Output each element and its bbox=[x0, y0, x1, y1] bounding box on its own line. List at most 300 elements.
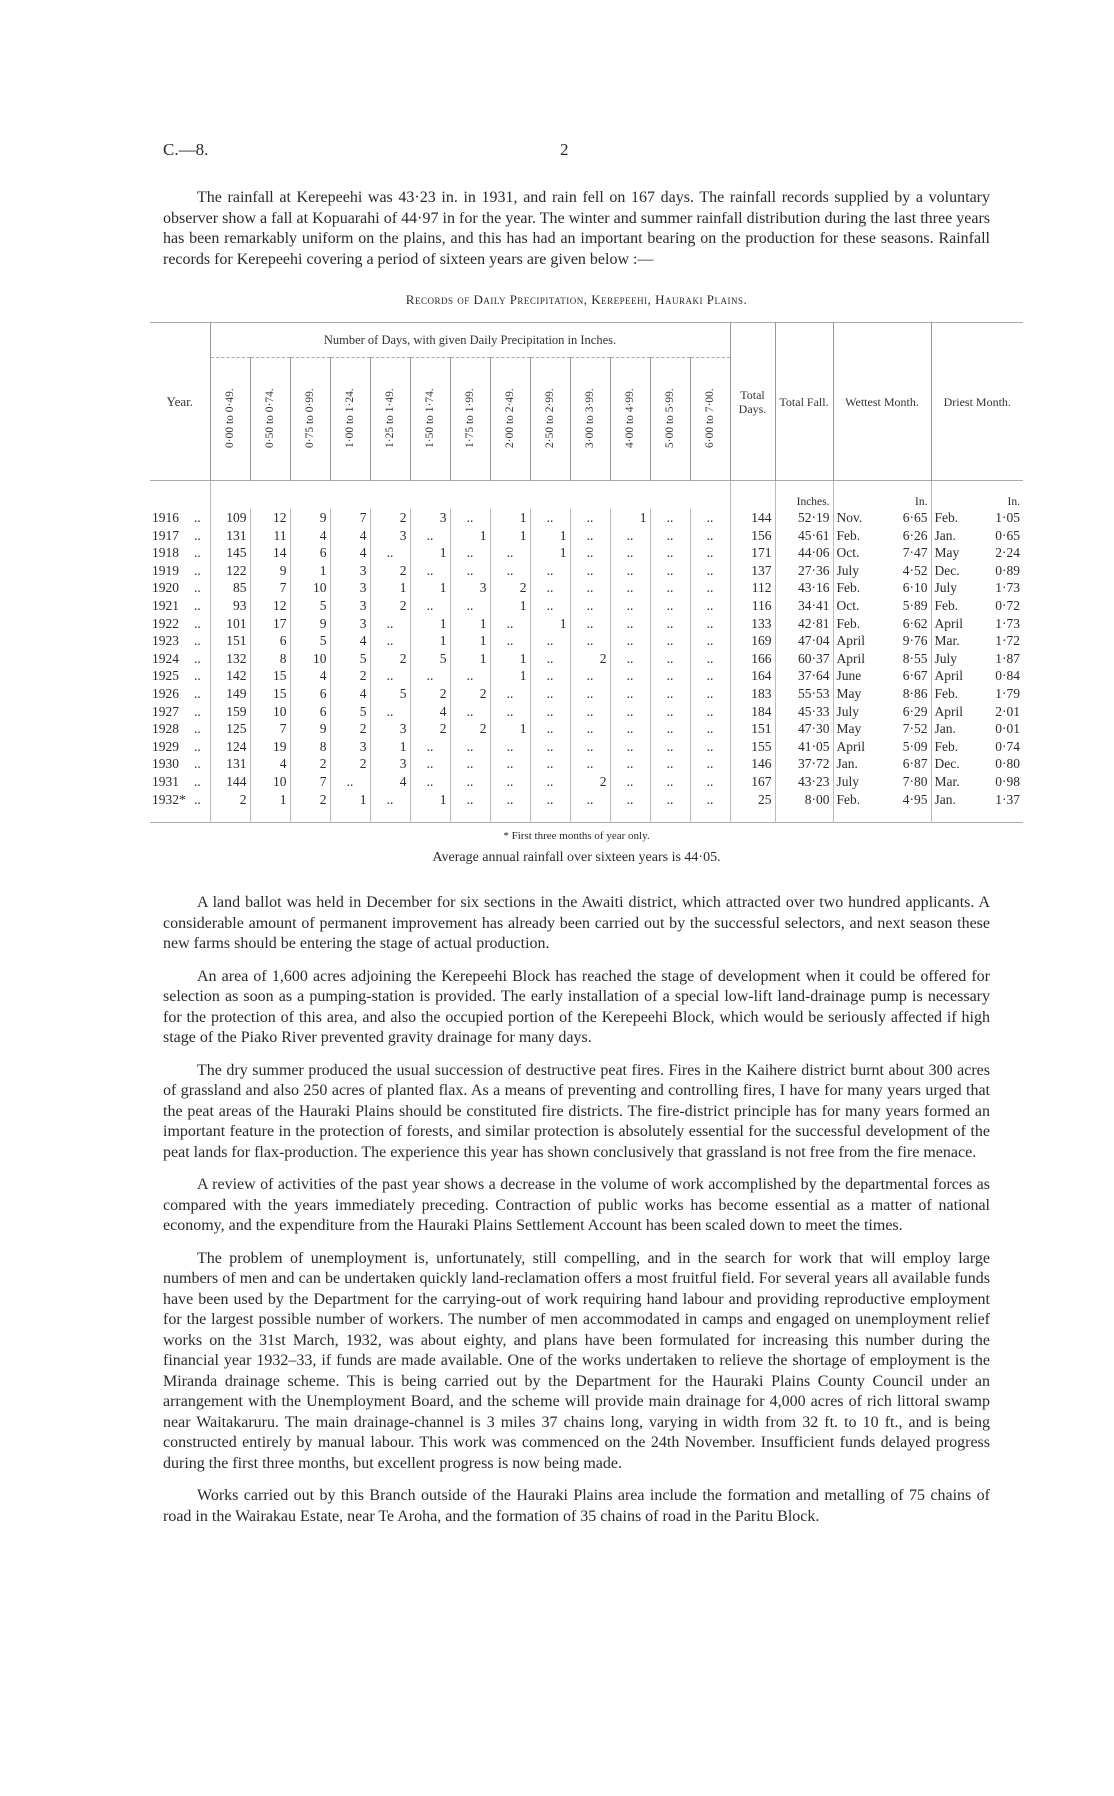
bin-count-cell: .. bbox=[410, 597, 450, 615]
driest-month-name: Feb. bbox=[934, 685, 959, 701]
bin-count-cell: 1 bbox=[410, 544, 450, 562]
bin-count-cell: 7 bbox=[250, 579, 290, 597]
total-days-cell: 171 bbox=[730, 544, 775, 562]
driest-month-inches: 0·01 bbox=[995, 721, 1020, 737]
bin-count-cell: .. bbox=[650, 738, 690, 756]
year-value: 1921 bbox=[152, 597, 179, 613]
bin-count-cell: .. bbox=[570, 615, 610, 633]
bin-count-cell: 10 bbox=[290, 650, 330, 668]
bin-count-cell: 3 bbox=[330, 579, 370, 597]
wettest-month-pair bbox=[837, 703, 928, 721]
bin-header-label: 0·75 to 0·99. bbox=[304, 387, 316, 448]
year-value: 1931 bbox=[152, 773, 179, 789]
bin-count-cell: 144 bbox=[210, 773, 250, 791]
bin-count-cell: 3 bbox=[330, 615, 370, 633]
bin-count-cell: .. bbox=[370, 703, 410, 721]
total-fall-cell: 34·41 bbox=[775, 597, 833, 615]
year-value: 1930 bbox=[152, 756, 179, 772]
page-header bbox=[163, 140, 990, 164]
page-number: 2 bbox=[560, 140, 569, 159]
wettest-month-cell bbox=[833, 632, 931, 650]
bin-count-cell: .. bbox=[410, 738, 450, 756]
bin-count-cell: 2 bbox=[410, 685, 450, 703]
total-fall-cell: 43·16 bbox=[775, 579, 833, 597]
year-cell: 1932* .. bbox=[152, 791, 201, 807]
bin-count-cell: 131 bbox=[210, 527, 250, 545]
year-cell: 1925 .. bbox=[152, 668, 201, 684]
bin-count-cell: 9 bbox=[250, 562, 290, 580]
driest-month-inches: 1·37 bbox=[995, 791, 1020, 807]
bin-count-cell: .. bbox=[690, 544, 730, 562]
bin-count-cell: 10 bbox=[250, 703, 290, 721]
units-spacer bbox=[210, 481, 730, 510]
wettest-month-cell bbox=[833, 544, 931, 562]
bin-count-cell: 1 bbox=[530, 544, 570, 562]
bin-count-cell: .. bbox=[610, 632, 650, 650]
bin-count-cell: .. bbox=[690, 509, 730, 527]
total-fall-cell: 43·23 bbox=[775, 773, 833, 791]
year-value: 1929 bbox=[152, 738, 179, 754]
bin-count-cell: 4 bbox=[330, 632, 370, 650]
bin-count-cell: 1 bbox=[530, 615, 570, 633]
wettest-month-inches: 6·62 bbox=[902, 615, 928, 631]
bin-count-cell: .. bbox=[490, 738, 530, 756]
driest-month-inches: 0·80 bbox=[995, 756, 1020, 772]
wettest-month-inches: 8·55 bbox=[902, 650, 928, 666]
bin-count-cell: .. bbox=[610, 544, 650, 562]
bin-count-cell: .. bbox=[570, 720, 610, 738]
bin-count-cell: 2 bbox=[210, 791, 250, 823]
bin-count-cell: 3 bbox=[370, 527, 410, 545]
bin-count-cell: .. bbox=[690, 791, 730, 823]
bin-header-label: 4·00 to 4·99. bbox=[624, 387, 636, 448]
bin-count-cell: .. bbox=[490, 791, 530, 823]
bin-count-cell: 10 bbox=[290, 579, 330, 597]
wettest-month-name: Feb. bbox=[836, 580, 861, 596]
wettest-unit: In. bbox=[833, 481, 931, 510]
units-spacer bbox=[730, 481, 775, 510]
driest-month-pair bbox=[935, 703, 1021, 721]
bin-count-cell: .. bbox=[530, 755, 570, 773]
bin-header bbox=[250, 358, 290, 481]
bin-count-cell: 122 bbox=[210, 562, 250, 580]
year-value: 1919 bbox=[152, 562, 179, 578]
bin-count-cell: .. bbox=[610, 615, 650, 633]
driest-month-name: Feb. bbox=[934, 738, 959, 754]
bin-count-cell: .. bbox=[370, 667, 410, 685]
total-days-cell: 133 bbox=[730, 615, 775, 633]
driest-month-cell bbox=[931, 755, 1023, 773]
bin-count-cell: 1 bbox=[370, 579, 410, 597]
bin-count-cell: 145 bbox=[210, 544, 250, 562]
bin-count-cell: .. bbox=[610, 579, 650, 597]
bin-count-cell: .. bbox=[690, 527, 730, 545]
total-fall-cell: 45·33 bbox=[775, 703, 833, 721]
bin-count-cell: 2 bbox=[490, 579, 530, 597]
bin-count-cell: .. bbox=[650, 579, 690, 597]
driest-unit: In. bbox=[931, 481, 1023, 510]
bin-count-cell: .. bbox=[650, 773, 690, 791]
driest-month-name: Jan. bbox=[934, 791, 956, 807]
bin-count-cell: .. bbox=[690, 773, 730, 791]
bin-count-cell: .. bbox=[450, 755, 490, 773]
bin-count-cell: 142 bbox=[210, 667, 250, 685]
bin-count-cell: 3 bbox=[330, 562, 370, 580]
table-footnote: * First three months of year only. bbox=[503, 830, 650, 843]
table-row bbox=[150, 562, 1023, 580]
bin-count-cell: 1 bbox=[410, 615, 450, 633]
driest-month-pair bbox=[935, 615, 1021, 633]
bin-count-cell: .. bbox=[530, 562, 570, 580]
bin-count-cell: .. bbox=[650, 562, 690, 580]
bin-header bbox=[490, 358, 530, 481]
wettest-month-inches: 6·67 bbox=[902, 668, 928, 684]
bin-count-cell: 19 bbox=[250, 738, 290, 756]
bin-count-cell: .. bbox=[610, 791, 650, 823]
bin-count-cell: .. bbox=[530, 667, 570, 685]
paragraph-peat-fires: The dry summer produced the usual succession of destructive peat fires. Fires in the Kaihere district burnt about 300 acres of grassland and also 250 acres of planted flax. As a means of preventing and controlling fires, I have for many years urged that the peat areas of the Hauraki Plains should be constituted fire districts. The fire-district principle has for many years formed an important feature in the protection of forests, and similar protection is absolutely essential for the successful development of the peat lands for flax-production. The experience this year has shown conclusively that grassland is not free from the fire menace. bbox=[163, 1061, 990, 1161]
bin-count-cell: .. bbox=[570, 755, 610, 773]
bin-count-cell: 1 bbox=[490, 720, 530, 738]
bin-count-cell: .. bbox=[610, 667, 650, 685]
bin-count-cell: .. bbox=[450, 544, 490, 562]
bin-count-cell: .. bbox=[530, 579, 570, 597]
bin-count-cell: 1 bbox=[250, 791, 290, 823]
year-cell: 1926 .. bbox=[152, 685, 201, 701]
wettest-month-pair bbox=[837, 597, 928, 615]
driest-month-inches: 0·72 bbox=[995, 597, 1020, 613]
bin-count-cell: .. bbox=[410, 667, 450, 685]
total-fall-cell: 47·30 bbox=[775, 720, 833, 738]
bin-header bbox=[290, 358, 330, 481]
bin-count-cell: .. bbox=[610, 720, 650, 738]
driest-month-pair bbox=[935, 544, 1021, 562]
bin-header-label: 5·00 to 5·99. bbox=[664, 387, 676, 448]
bin-count-cell: 93 bbox=[210, 597, 250, 615]
driest-month-header: Driest Month. bbox=[931, 323, 1023, 481]
driest-month-cell bbox=[931, 791, 1023, 823]
bin-count-cell: .. bbox=[610, 738, 650, 756]
bin-count-cell: 9 bbox=[290, 720, 330, 738]
bin-count-cell: 9 bbox=[290, 615, 330, 633]
bin-count-cell: .. bbox=[410, 527, 450, 545]
total-days-cell: 112 bbox=[730, 579, 775, 597]
wettest-month-inches: 7·80 bbox=[902, 773, 928, 789]
bin-count-cell: 1 bbox=[610, 509, 650, 527]
driest-month-cell bbox=[931, 738, 1023, 756]
bin-count-cell: .. bbox=[490, 685, 530, 703]
table-row bbox=[150, 509, 1023, 527]
total-fall-cell: 8·00 bbox=[775, 791, 833, 823]
total-fall-cell: 60·37 bbox=[775, 650, 833, 668]
year-value: 1925 bbox=[152, 668, 179, 684]
table-row bbox=[150, 720, 1023, 738]
table-row bbox=[150, 615, 1023, 633]
table-row bbox=[150, 685, 1023, 703]
bin-count-cell: .. bbox=[690, 685, 730, 703]
bin-count-cell: 1 bbox=[330, 791, 370, 823]
table-row bbox=[150, 632, 1023, 650]
bin-header bbox=[450, 358, 490, 481]
bin-count-cell: 1 bbox=[490, 597, 530, 615]
bin-count-cell: .. bbox=[650, 650, 690, 668]
bin-count-cell: 5 bbox=[330, 703, 370, 721]
driest-month-name: Dec. bbox=[934, 756, 960, 772]
bin-count-cell: 7 bbox=[330, 509, 370, 527]
total-fall-cell: 47·04 bbox=[775, 632, 833, 650]
group-header: Number of Days, with given Daily Precipitation in Inches. bbox=[210, 323, 730, 358]
bin-count-cell: .. bbox=[530, 703, 570, 721]
bin-count-cell: .. bbox=[450, 773, 490, 791]
year-cell: 1918 .. bbox=[152, 545, 201, 561]
driest-month-pair bbox=[935, 755, 1021, 773]
bin-count-cell: 5 bbox=[290, 597, 330, 615]
driest-month-name: April bbox=[934, 703, 963, 719]
bin-count-cell: .. bbox=[690, 755, 730, 773]
driest-month-inches: 1·87 bbox=[995, 650, 1020, 666]
bin-count-cell: .. bbox=[690, 632, 730, 650]
bin-count-cell: .. bbox=[370, 615, 410, 633]
bin-count-cell: 131 bbox=[210, 755, 250, 773]
total-days-cell: 183 bbox=[730, 685, 775, 703]
bin-count-cell: .. bbox=[490, 703, 530, 721]
year-cell: 1921 .. bbox=[152, 597, 201, 613]
bin-count-cell: 1 bbox=[490, 650, 530, 668]
driest-month-name: Feb. bbox=[934, 597, 959, 613]
driest-month-cell bbox=[931, 597, 1023, 615]
wettest-month-inches: 6·29 bbox=[902, 703, 928, 719]
bin-count-cell: .. bbox=[610, 685, 650, 703]
total-days-cell: 25 bbox=[730, 791, 775, 823]
wettest-month-inches: 4·95 bbox=[902, 791, 928, 807]
wettest-month-pair bbox=[837, 544, 928, 562]
driest-month-name: April bbox=[934, 668, 963, 684]
wettest-month-name: May bbox=[836, 721, 862, 737]
year-value: 1917 bbox=[152, 527, 179, 543]
driest-month-inches: 0·98 bbox=[995, 773, 1020, 789]
bin-count-cell: .. bbox=[610, 773, 650, 791]
wettest-month-inches: 5·89 bbox=[902, 597, 928, 613]
bin-count-cell: .. bbox=[530, 509, 570, 527]
total-fall-header: Total Fall. bbox=[775, 323, 833, 481]
driest-month-inches: 1·73 bbox=[995, 580, 1020, 596]
wettest-month-name: Feb. bbox=[836, 527, 861, 543]
bin-count-cell: .. bbox=[570, 509, 610, 527]
bin-count-cell: 2 bbox=[290, 755, 330, 773]
bin-count-cell: .. bbox=[610, 527, 650, 545]
year-value: 1918 bbox=[152, 545, 179, 561]
bin-header-label: 2·50 to 2·99. bbox=[544, 387, 556, 448]
bin-header bbox=[570, 358, 610, 481]
wettest-month-inches: 6·10 bbox=[902, 580, 928, 596]
driest-month-cell bbox=[931, 773, 1023, 791]
driest-month-name: Mar. bbox=[934, 773, 960, 789]
bin-count-cell: 14 bbox=[250, 544, 290, 562]
bin-header-label: 2·00 to 2·49. bbox=[504, 387, 516, 448]
bin-count-cell: .. bbox=[570, 667, 610, 685]
total-days-cell: 116 bbox=[730, 597, 775, 615]
paragraph-unemployment: The problem of unemployment is, unfortunately, still compelling, and in the search for work that will employ large numbers of men and can be undertaken quickly land-reclamation offers a most fruitful field. For several years all available funds have been used by the Department for the carrying-out of work requiring hand labour and providing reproductive employment for the largest possible number of workers. The number of men accommodated in camps and engaged on unemployment relief works on the 31st March, 1932, was about eighty, and plans have been formulated for increasing this number during the financial year 1932–33, if funds are made available. One of the works undertaken to relieve the shortage of employment is the Miranda drainage scheme. This is being carried out by the Department for the Hauraki Plains County Council under an arrangement with the Unemployment Board, and the scheme will provide main drainage for 4,000 acres of rich littoral swamp near Waitakaruru. The main drainage-channel is 3 miles 37 chains long, varying in width from 32 ft. to 10 ft., and is being constructed entirely by manual labour. This work was commenced on the 24th November. Insufficient funds delayed progress during the first three months, but excellent progress is now being made. bbox=[163, 1249, 990, 1472]
bin-count-cell: 2 bbox=[370, 597, 410, 615]
bin-header bbox=[530, 358, 570, 481]
bin-header bbox=[410, 358, 450, 481]
driest-month-name: April bbox=[934, 615, 963, 631]
units-spacer bbox=[150, 481, 210, 510]
bin-count-cell: .. bbox=[570, 597, 610, 615]
bin-header-label: 1·50 to 1·74. bbox=[424, 387, 436, 448]
driest-month-pair bbox=[935, 685, 1021, 703]
bin-count-cell: 4 bbox=[250, 755, 290, 773]
bin-count-cell: 6 bbox=[290, 703, 330, 721]
total-days-cell: 146 bbox=[730, 755, 775, 773]
bin-count-cell: 4 bbox=[370, 773, 410, 791]
bin-count-cell: 3 bbox=[450, 579, 490, 597]
wettest-month-cell bbox=[833, 562, 931, 580]
driest-month-pair bbox=[935, 667, 1021, 685]
year-value: 1916 bbox=[152, 510, 179, 525]
total-fall-cell: 27·36 bbox=[775, 562, 833, 580]
bin-header-label: 0·00 to 0·49. bbox=[224, 387, 236, 448]
bin-count-cell: .. bbox=[570, 562, 610, 580]
bin-count-cell: .. bbox=[490, 615, 530, 633]
bin-header-label: 3·00 to 3·99. bbox=[584, 387, 596, 448]
driest-month-cell bbox=[931, 632, 1023, 650]
bin-count-cell: 8 bbox=[250, 650, 290, 668]
bin-count-cell: .. bbox=[570, 527, 610, 545]
driest-month-cell bbox=[931, 579, 1023, 597]
year-value: 1927 bbox=[152, 703, 179, 719]
bin-count-cell: 2 bbox=[570, 650, 610, 668]
bin-header bbox=[330, 358, 370, 481]
bin-count-cell: .. bbox=[450, 738, 490, 756]
wettest-month-pair bbox=[837, 527, 928, 545]
driest-month-cell bbox=[931, 720, 1023, 738]
table-row bbox=[150, 667, 1023, 685]
bin-count-cell: 1 bbox=[410, 632, 450, 650]
bin-count-cell: 85 bbox=[210, 579, 250, 597]
bin-count-cell: 151 bbox=[210, 632, 250, 650]
bin-count-cell: .. bbox=[450, 703, 490, 721]
bin-count-cell: 12 bbox=[250, 597, 290, 615]
year-cell: 1931 .. bbox=[152, 773, 201, 789]
wettest-month-header: Wettest Month. bbox=[833, 323, 931, 481]
bin-count-cell: .. bbox=[610, 703, 650, 721]
total-fall-unit: Inches. bbox=[775, 481, 833, 510]
wettest-month-name: April bbox=[836, 738, 865, 754]
bin-count-cell: 4 bbox=[410, 703, 450, 721]
wettest-month-pair bbox=[837, 509, 928, 527]
bin-count-cell: .. bbox=[490, 755, 530, 773]
bin-count-cell: .. bbox=[410, 755, 450, 773]
table-row bbox=[150, 738, 1023, 756]
wettest-month-cell bbox=[833, 650, 931, 668]
year-cell: 1924 .. bbox=[152, 650, 201, 666]
wettest-month-inches: 8·86 bbox=[902, 685, 928, 701]
bin-count-cell: 1 bbox=[490, 667, 530, 685]
wettest-month-cell bbox=[833, 667, 931, 685]
wettest-month-cell bbox=[833, 738, 931, 756]
report-id: C.—8. bbox=[163, 140, 209, 159]
bin-count-cell: 4 bbox=[330, 527, 370, 545]
year-value: 1922 bbox=[152, 615, 179, 631]
bin-count-cell: 1 bbox=[490, 509, 530, 527]
driest-month-pair bbox=[935, 597, 1021, 615]
bin-count-cell: .. bbox=[650, 632, 690, 650]
driest-month-inches: 0·89 bbox=[995, 562, 1020, 578]
driest-month-pair bbox=[935, 650, 1021, 668]
bin-count-cell: 10 bbox=[250, 773, 290, 791]
wettest-month-name: June bbox=[836, 668, 862, 684]
wettest-month-pair bbox=[837, 738, 928, 756]
bin-count-cell: 124 bbox=[210, 738, 250, 756]
bin-count-cell: 9 bbox=[290, 509, 330, 527]
bin-count-cell: .. bbox=[570, 544, 610, 562]
bin-count-cell: .. bbox=[610, 650, 650, 668]
year-cell: 1928 .. bbox=[152, 721, 201, 737]
total-days-cell: 155 bbox=[730, 738, 775, 756]
paragraph-review: A review of activities of the past year shows a decrease in the volume of work accomplished by the departmental forces as compared with the years immediately preceding. Contraction of public works has become essential as a matter of national economy, and the expenditure from the Hauraki Plains Settlement Account has been scaled down to meet the times. bbox=[163, 1176, 990, 1235]
bin-count-cell: 3 bbox=[330, 597, 370, 615]
driest-month-inches: 0·65 bbox=[995, 527, 1020, 543]
table-row bbox=[150, 597, 1023, 615]
bin-count-cell: .. bbox=[690, 597, 730, 615]
bin-count-cell: .. bbox=[370, 632, 410, 650]
wettest-month-inches: 6·26 bbox=[902, 527, 928, 543]
bin-count-cell: 4 bbox=[290, 667, 330, 685]
bin-count-cell: 1 bbox=[410, 791, 450, 823]
bin-count-cell: 1 bbox=[450, 527, 490, 545]
bin-count-cell: .. bbox=[690, 615, 730, 633]
bin-count-cell: .. bbox=[530, 650, 570, 668]
bin-count-cell: .. bbox=[570, 579, 610, 597]
bin-count-cell: .. bbox=[530, 738, 570, 756]
bin-count-cell: 12 bbox=[250, 509, 290, 527]
wettest-month-name: April bbox=[836, 650, 865, 666]
bin-count-cell: 1 bbox=[450, 632, 490, 650]
bin-count-cell: .. bbox=[570, 703, 610, 721]
driest-month-pair bbox=[935, 791, 1021, 809]
year-cell: 1929 .. bbox=[152, 738, 201, 754]
driest-month-inches: 1·79 bbox=[995, 685, 1020, 701]
bin-count-cell: .. bbox=[490, 632, 530, 650]
wettest-month-name: Oct. bbox=[836, 597, 860, 613]
bin-count-cell: 132 bbox=[210, 650, 250, 668]
wettest-month-cell bbox=[833, 685, 931, 703]
wettest-month-inches: 7·52 bbox=[902, 721, 928, 737]
bin-count-cell: .. bbox=[450, 667, 490, 685]
driest-month-cell bbox=[931, 615, 1023, 633]
bin-count-cell: 6 bbox=[250, 632, 290, 650]
wettest-month-name: Nov. bbox=[836, 510, 863, 525]
table-row bbox=[150, 650, 1023, 668]
driest-month-pair bbox=[935, 738, 1021, 756]
bin-header-label: 0·50 to 0·74. bbox=[264, 387, 276, 448]
wettest-month-name: Feb. bbox=[836, 791, 861, 807]
bin-count-cell: .. bbox=[530, 685, 570, 703]
bin-count-cell: 2 bbox=[330, 755, 370, 773]
bin-count-cell: .. bbox=[490, 562, 530, 580]
bin-count-cell: 4 bbox=[330, 685, 370, 703]
bin-count-cell: .. bbox=[370, 791, 410, 823]
year-cell: 1927 .. bbox=[152, 703, 201, 719]
wettest-month-pair bbox=[837, 685, 928, 703]
bin-count-cell: .. bbox=[610, 597, 650, 615]
bin-count-cell: 149 bbox=[210, 685, 250, 703]
wettest-month-pair bbox=[837, 667, 928, 685]
driest-month-pair bbox=[935, 579, 1021, 597]
driest-month-cell bbox=[931, 544, 1023, 562]
bin-count-cell: 4 bbox=[330, 544, 370, 562]
